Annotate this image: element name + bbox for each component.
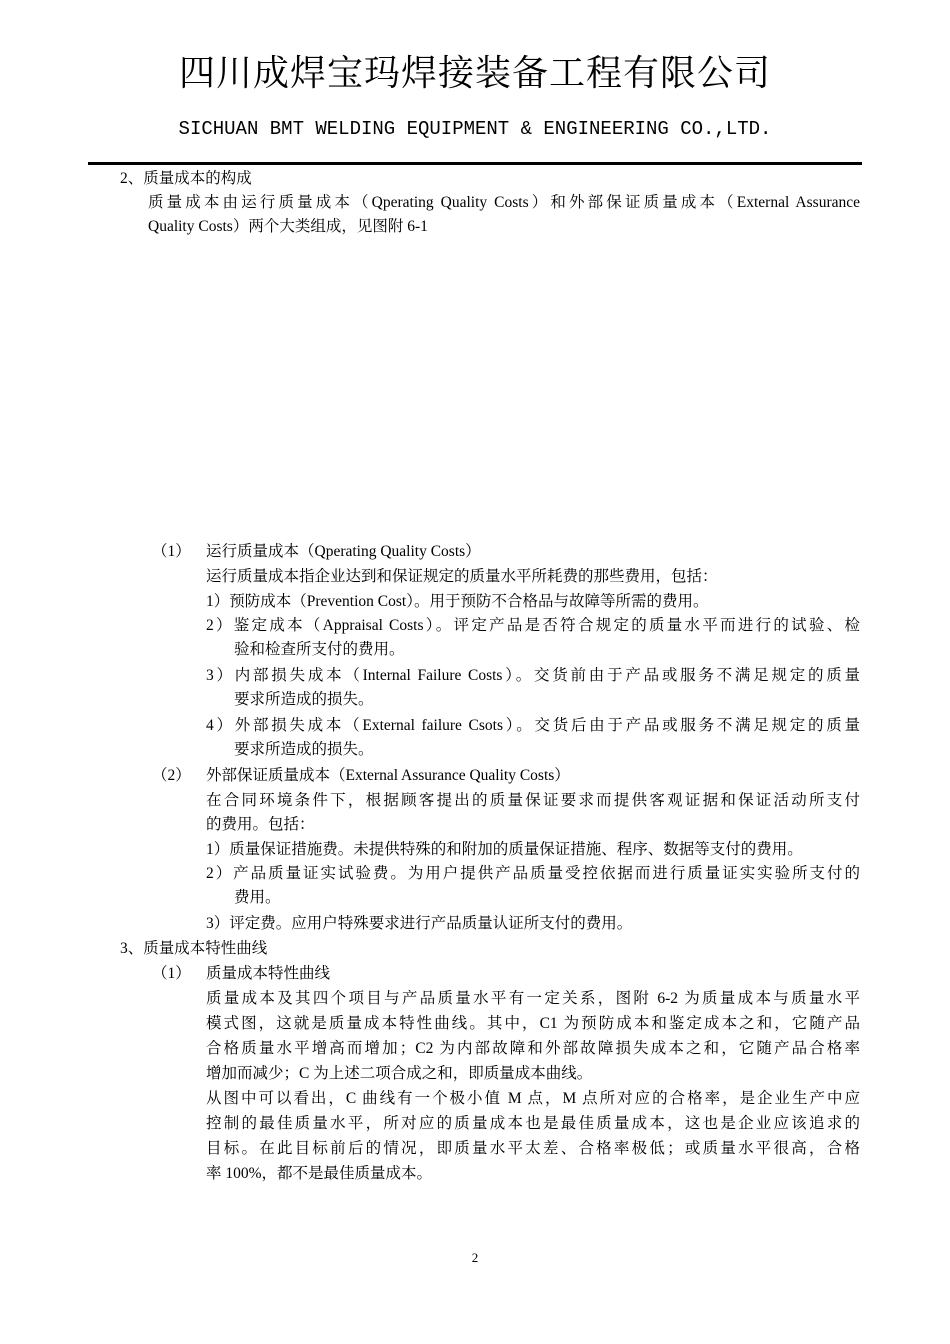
external-assurance-desc-line1: 在合同环境条件下，根据顾客提出的质量保证要求而提供客观证据和保证活动所支付 [206, 792, 860, 809]
internal-failure-item-line2: 要求所造成的损失。 [234, 691, 374, 708]
characteristic-curve-marker: （1） [152, 965, 191, 982]
external-assurance-marker: （2） [152, 767, 191, 784]
external-assurance-desc-line2: 的费用。包括： [206, 816, 315, 833]
section-3-heading: 3、质量成本特性曲线 [120, 940, 268, 957]
appraisal-cost-item-line2: 验和检查所支付的费用。 [234, 641, 405, 658]
curve-para1-line4: 增加而减少；C 为上述二项合成之和，即质量成本曲线。 [206, 1065, 593, 1082]
external-assurance-title: 外部保证质量成本（External Assurance Quality Costs） [206, 767, 570, 784]
section-2-intro-line2: Quality Costs）两个大类组成，见图附 6-1 [148, 218, 428, 235]
curve-para2-line4: 率 100%，都不是最佳质量成本。 [206, 1165, 433, 1182]
characteristic-curve-title: 质量成本特性曲线 [206, 965, 331, 982]
curve-para1-line3: 合格质量水平增高而增加；C2 为内部故障和外部故障损失成本之和，它随产品合格率 [206, 1040, 860, 1057]
curve-para1-line2: 模式图，这就是质量成本特性曲线。其中，C1 为预防成本和鉴定成本之和，它随产品 [206, 1015, 860, 1032]
curve-para1-line1: 质量成本及其四个项目与产品质量水平有一定关系，图附 6-2 为质量成本与质量水平 [206, 990, 860, 1007]
company-name-cn: 四川成焊宝玛焊接装备工程有限公司 [178, 53, 771, 94]
evaluation-fee-item: 3）评定费。应用户特殊要求进行产品质量认证所支付的费用。 [206, 915, 633, 932]
curve-para2-line2: 控制的最佳质量水平，所对应的质量成本也是最佳质量成本，这也是企业应该追求的 [206, 1115, 860, 1132]
external-failure-item-line1: 4）外部损失成本（External failure Csots）。交货后由于产品或服务不满足规定的质量 [206, 717, 860, 734]
curve-para2-line1: 从图中可以看出，C 曲线有一个极小值 M 点，M 点所对应的合格率，是企业生产中应 [206, 1090, 860, 1107]
page-number: 2 [471, 1250, 479, 1265]
external-failure-item-line2: 要求所造成的损失。 [234, 741, 374, 758]
appraisal-cost-item-line1: 2）鉴定成本（Appraisal Costs）。评定产品是否符合规定的质量水平而进行的试验、检 [206, 617, 860, 634]
header-divider [88, 162, 862, 165]
operating-cost-title: 运行质量成本（Qperating Quality Costs） [206, 543, 481, 560]
verification-test-item-line2: 费用。 [234, 889, 281, 906]
curve-para2-line3: 目标。在此目标前后的情况，即质量水平太差、合格率极低；或质量水平很高，合格 [206, 1140, 860, 1157]
section-2-intro-line1: 质量成本由运行质量成本（Qperating Quality Costs）和外部保证质量成本（External Assurance [148, 194, 860, 211]
prevention-cost-item: 1）预防成本（Prevention Cost）。用于预防不合格品与故障等所需的费用。 [206, 593, 709, 610]
section-2-heading: 2、质量成本的构成 [120, 170, 252, 187]
internal-failure-item-line1: 3）内部损失成本（Internal Failure Costs）。交货前由于产品或服务不满足规定的质量 [206, 667, 860, 684]
company-name-en: SICHUAN BMT WELDING EQUIPMENT & ENGINEERING CO.,LTD. [178, 118, 772, 140]
assurance-measures-item: 1）质量保证措施费。未提供特殊的和附加的质量保证措施、程序、数据等支付的费用。 [206, 841, 803, 858]
operating-cost-marker: （1） [152, 543, 191, 560]
operating-cost-desc: 运行质量成本指企业达到和保证规定的质量水平所耗费的那些费用，包括： [206, 568, 718, 585]
verification-test-item-line1: 2）产品质量证实试验费。为用户提供产品质量受控依据而进行质量证实实验所支付的 [206, 865, 860, 882]
